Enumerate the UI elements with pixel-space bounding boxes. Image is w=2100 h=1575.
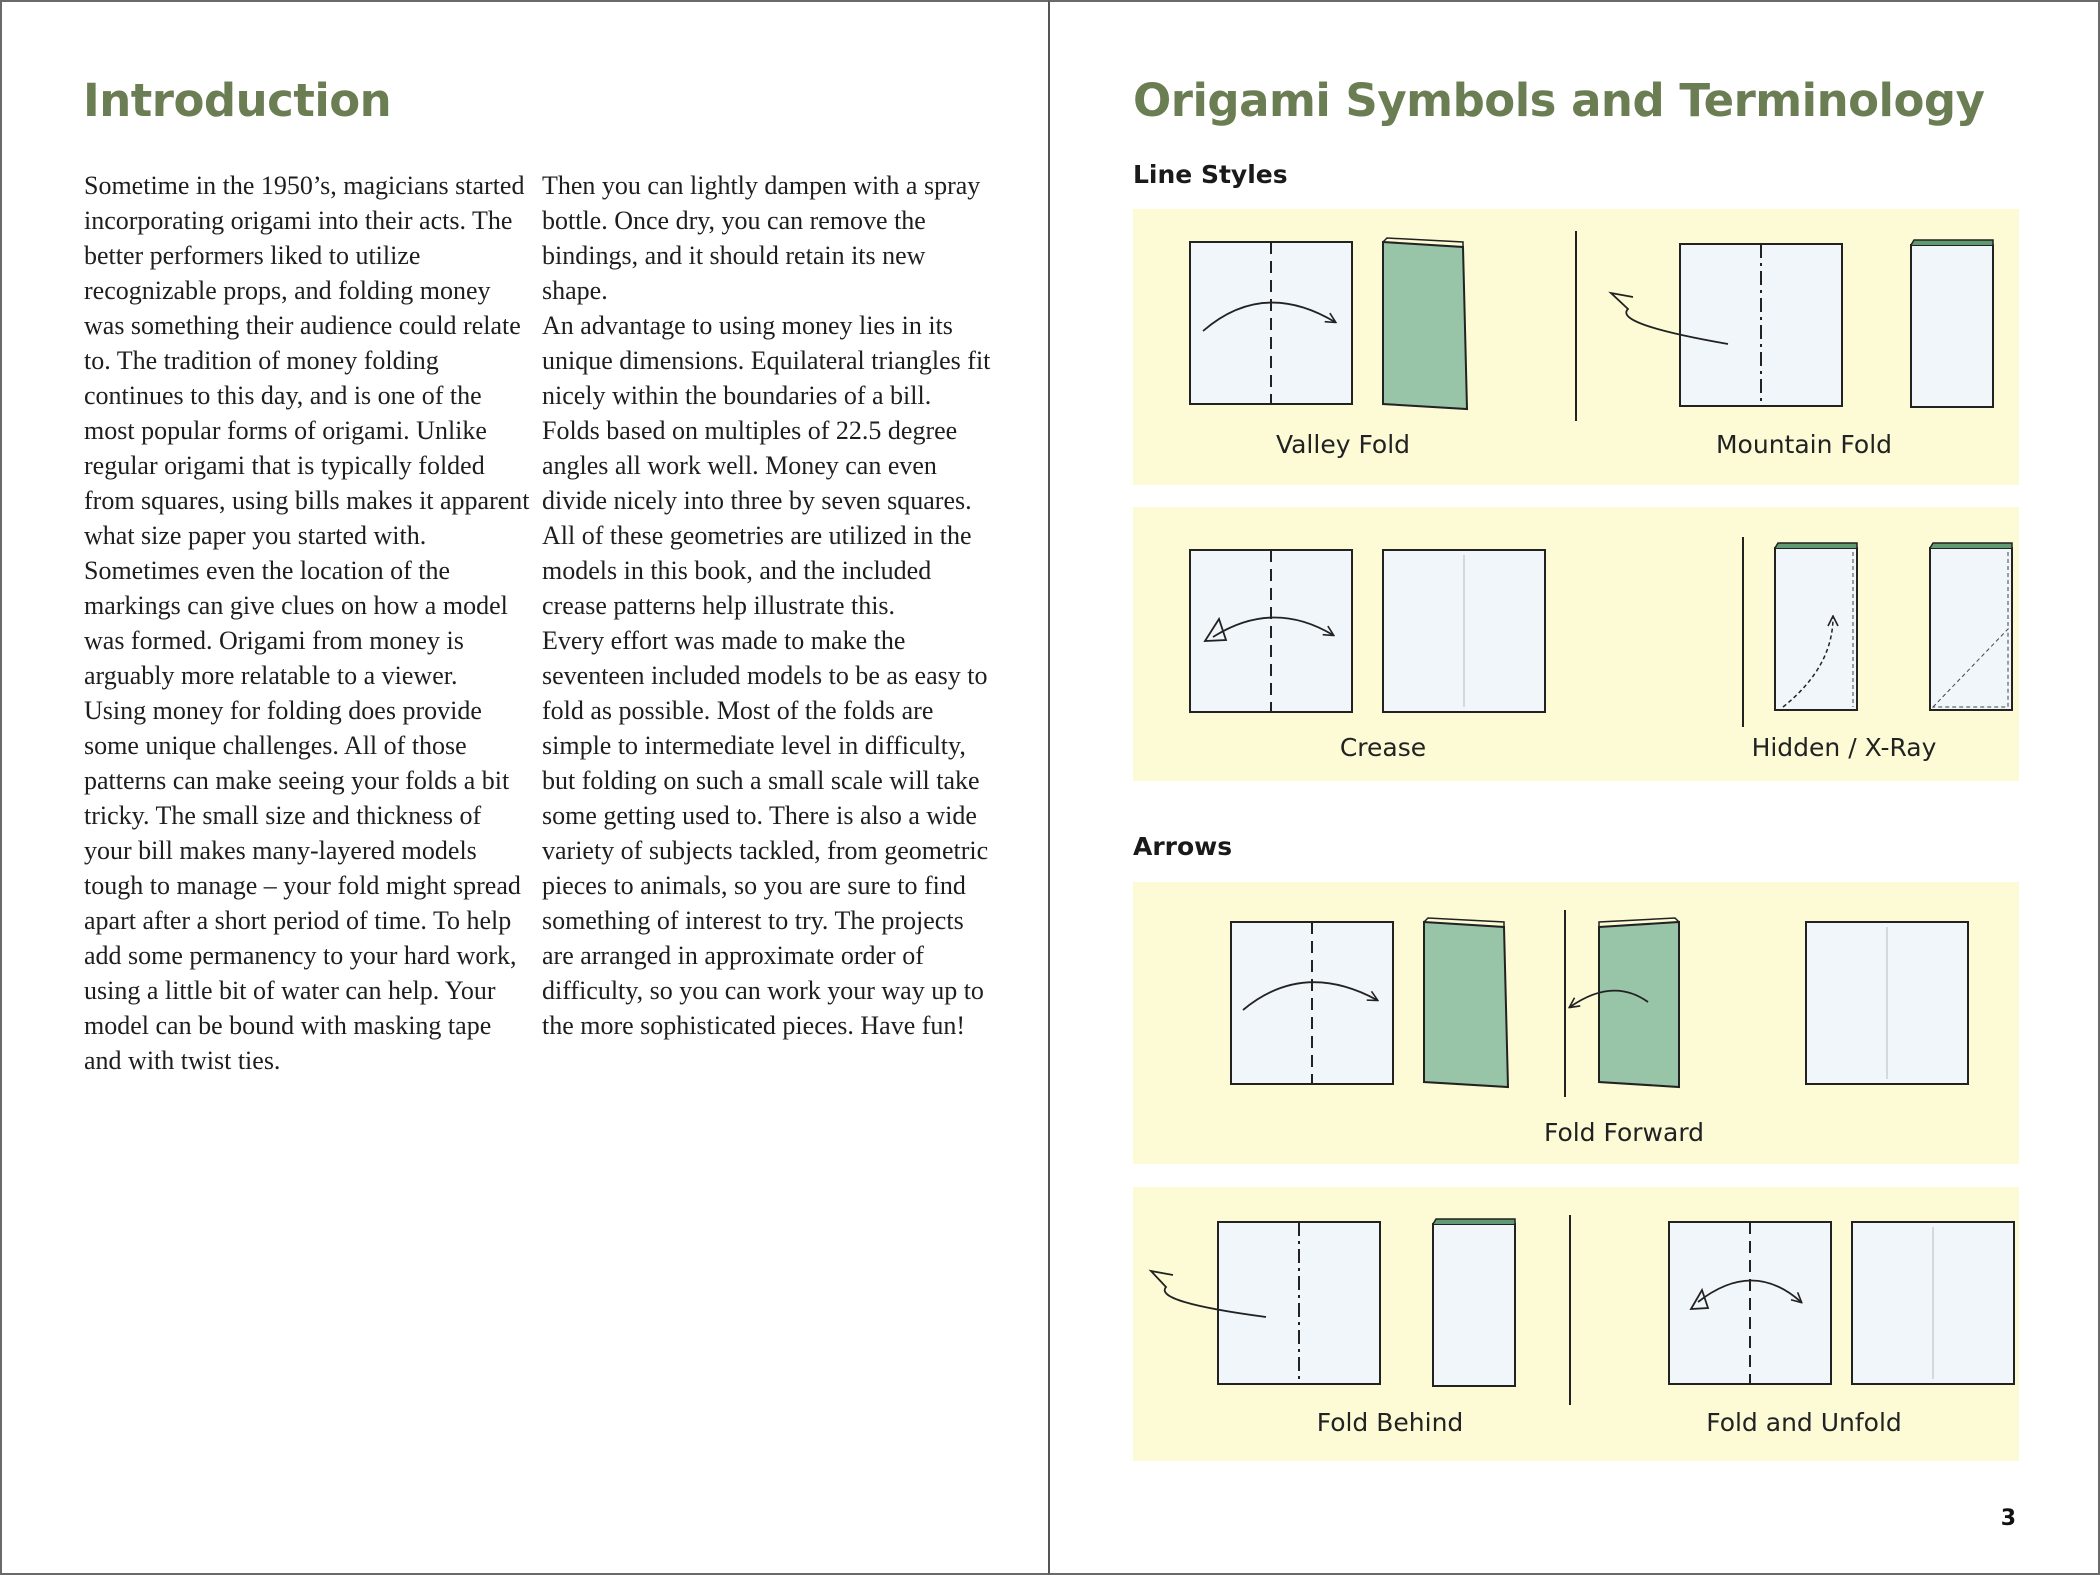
hidden-paper-2 [1930, 548, 2012, 710]
arrows-heading: Arrows [1133, 832, 1233, 861]
caption-fold-forward: Fold Forward [1543, 1118, 1705, 1147]
mountain-result [1911, 245, 1993, 407]
intro-column-1 [84, 168, 534, 1078]
line-styles-heading: Line Styles [1133, 160, 1288, 189]
page-title-introduction: Introduction [83, 74, 392, 127]
hidden-paper-1 [1775, 548, 1857, 710]
caption-crease: Crease [1339, 733, 1427, 762]
caption-fold-behind: Fold Behind [1316, 1408, 1464, 1437]
caption-mountain-fold: Mountain Fold [1715, 430, 1893, 459]
caption-hidden-xray: Hidden / X-Ray [1751, 733, 1937, 762]
panel-valley-mountain [1133, 209, 2019, 485]
left-page [0, 0, 1048, 1575]
page-number: 3 [2000, 1506, 2016, 1531]
intro-column-2 [542, 168, 992, 1043]
caption-fold-and-unfold: Fold and Unfold [1706, 1408, 1902, 1437]
caption-valley-fold: Valley Fold [1275, 430, 1411, 459]
page-title-symbols: Origami Symbols and Terminology [1133, 74, 1985, 127]
intro-paragraph: Sometime in the 1950’s, magicians started incorporating origami into their acts. The better performers liked to utilize recognizable props, and folding money was something their audience could relate to. The tradition of money folding continues to this day, and is one of the most popular forms of origami. Unlike regular origami that is typically folded from squares, using bills makes it apparent what size paper you started with. Sometimes even the location of the markings can give clues on how a model was formed. Origami from money is arguably more relatable to a viewer. [84, 171, 530, 690]
intro-paragraph: Every effort was made to make the seventeen included models to be as easy to fold as possible. Most of the folds are simple to intermediate level in difficulty, but folding on such a small scale will take some getting used to. There is also a wide variety of subjects tackled, from geometric pieces to animals, so you are sure to find something of interest to try. The projects are arranged in approximate order of difficulty, so you can work your way up to the more sophisticated pieces. Have fun! [542, 626, 989, 1040]
panel-crease-hidden [1133, 507, 2019, 781]
intro-paragraph: Then you can lightly dampen with a spray bottle. Once dry, you can remove the bindings, and it should retain its new shape. [542, 171, 981, 305]
panel-fold-forward [1133, 882, 2019, 1164]
intro-paragraph: An advantage to using money lies in its unique dimensions. Equilateral triangles fit nicely within the boundaries of a bill. Folds based on multiples of 22.5 degree angles all work well. Money can even divide nicely into three by seven squares. All of these geometries are utilized in the models in this book, and the included crease patterns help illustrate this. [542, 311, 991, 620]
right-page [1048, 0, 2100, 1575]
intro-paragraph: Using money for folding does provide some unique challenges. All of those patterns can make seeing your folds a bit tricky. The small size and thickness of your bill makes many-layered models tough to manage – your fold might spread apart after a short period of time. To help add some permanency to your hard work, using a little bit of water can help. Your model can be bound with masking tape and with twist ties. [84, 696, 521, 1075]
panel-fold-behind-unfold [1133, 1187, 2019, 1461]
valley-result [1383, 242, 1467, 409]
